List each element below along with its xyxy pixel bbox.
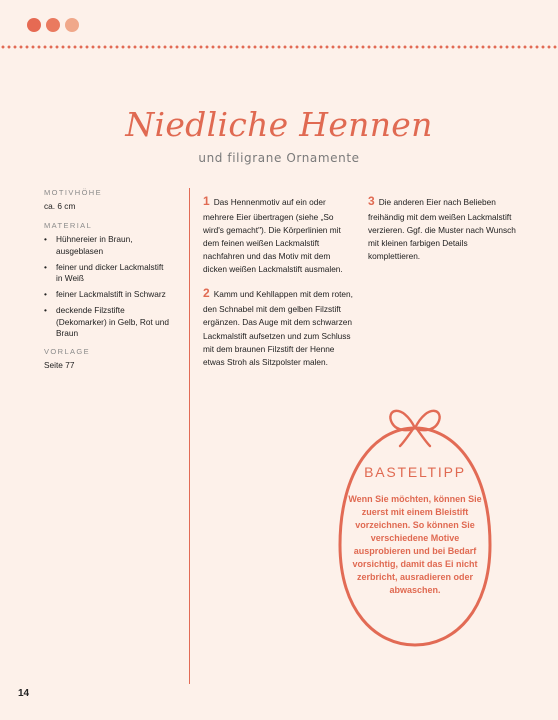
bullet-icon: •	[44, 234, 47, 245]
step-text: Kamm und Kehllappen mit dem roten, den Schnabel mit dem gelben Filzstift ergänzen. Das Auge mit dem schwarzen Lackmalstift aufsetzen und zum Schluss mit dem braunen Filzstift der Henne etwas Stroh als Sitzpolster malen.	[203, 289, 353, 367]
bullet-icon: •	[44, 289, 47, 300]
bullet-icon: •	[44, 261, 47, 272]
tip-title: BASTELTIPP	[364, 464, 466, 480]
motivhoehe-value: ca. 6 cm	[44, 201, 76, 212]
material-item-text: Hühnereier in Braun, ausgeblasen	[56, 234, 133, 256]
vorlage-value: Seite 77	[44, 360, 75, 371]
material-item-text: feiner und dicker Lackmalstift in Weiß	[56, 261, 164, 283]
tip-text: Wenn Sie möchten, können Sie zuerst mit einem Bleistift vorzeichnen. So können Sie verschiedene Motive ausprobieren und bei Bedarf vorsichtig, damit das Ei nicht zerbricht, ausradieren oder abwaschen.	[348, 494, 482, 596]
vorlage-label: VORLAGE	[44, 346, 91, 356]
page-number: 14	[18, 688, 30, 699]
bullet-icon: •	[44, 305, 47, 316]
step-text: Das Hennenmotiv auf ein oder mehrere Eier übertragen (siehe „So wird's gemacht"). Die Körperlinien mit dem feinen weißen Lackmalstift nachfahren und das Motiv mit dem dicken weißen Lackmalstift ausmalen.	[203, 197, 343, 275]
page-title: Niedliche Hennen	[125, 105, 433, 144]
page-subtitle: und filigrane Ornamente	[198, 151, 360, 165]
motivhoehe-label: MOTIVHÖHE	[44, 188, 103, 197]
material-item-text: feiner Lackmalstift in Schwarz	[56, 289, 166, 300]
material-item-text: deckende Filzstifte (Dekomarker) in Gelb, Rot und Braun	[56, 305, 169, 338]
step-number: 2	[203, 286, 210, 301]
step-text: Die anderen Eier nach Belieben freihändig mit dem weißen Lackmalstift verzieren. Ggf. die Muster nach Wunsch mit kleinen farbigen Details komplettieren.	[368, 197, 516, 262]
step-number: 3	[368, 194, 375, 208]
material-label: MATERIAL	[44, 221, 93, 231]
step-number: 1	[203, 194, 210, 208]
